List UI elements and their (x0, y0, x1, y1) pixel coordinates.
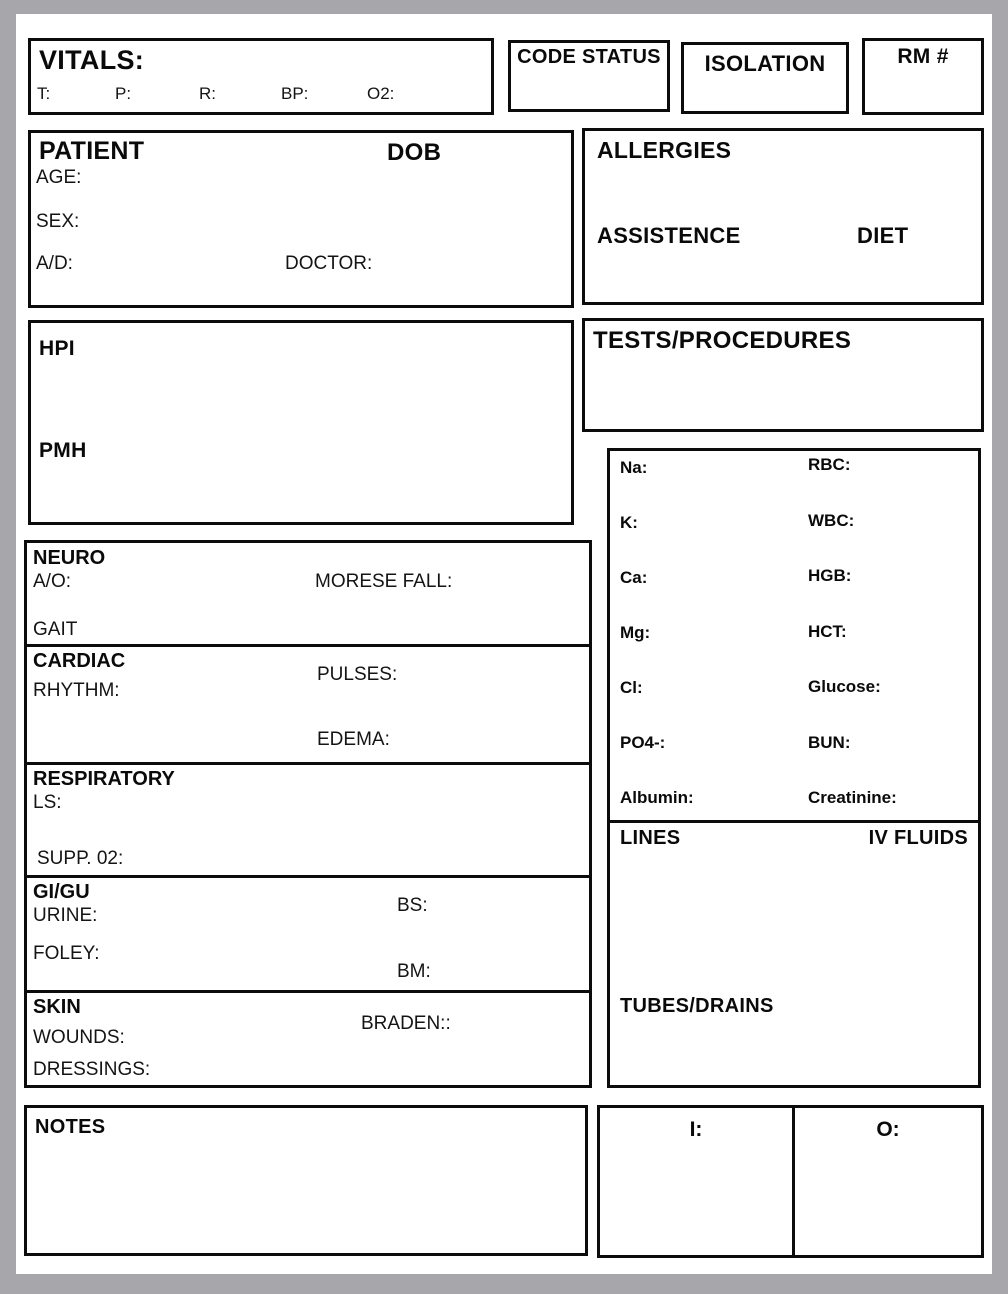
lab-label-na: Na: (620, 458, 648, 477)
urine-label: URINE: (33, 905, 98, 926)
assistance-label: ASSISTENCE (597, 223, 741, 248)
patient-title: PATIENT (39, 137, 145, 165)
lab-label-creatinine: Creatinine: (808, 788, 897, 807)
dressings-label: DRESSINGS: (33, 1059, 151, 1080)
cardiac-title: CARDIAC (33, 650, 126, 672)
iv-fluids-label: IV FLUIDS (868, 827, 968, 849)
neuro-section (27, 543, 589, 647)
output-cell (795, 1108, 981, 1255)
gait-label: GAIT (33, 619, 78, 640)
labs-left-column (620, 458, 694, 808)
doctor-label: DOCTOR: (285, 253, 373, 274)
allergies-title: ALLERGIES (597, 137, 732, 163)
diet-label: DIET (857, 223, 909, 248)
gigu-section (27, 878, 589, 993)
foley-label: FOLEY: (33, 943, 100, 964)
respiratory-section (27, 765, 589, 878)
vitals-fields-row (31, 84, 491, 106)
intake-cell (600, 1108, 792, 1255)
sex-label: SEX: (36, 211, 80, 232)
patient-box (28, 130, 574, 308)
output-label: O: (876, 1118, 900, 1141)
lab-label-albumin: Albumin: (620, 788, 694, 807)
lung-sounds-label: LS: (33, 792, 62, 813)
wounds-label: WOUNDS: (33, 1027, 125, 1048)
allergies-box (582, 128, 984, 305)
labs-box (607, 448, 981, 823)
assessment-stack (24, 540, 592, 1088)
vitals-o2-label: O2: (367, 84, 395, 103)
bm-label: BM: (397, 961, 431, 982)
neuro-title: NEURO (33, 547, 106, 569)
code-status-box (508, 40, 670, 112)
history-box (28, 320, 574, 525)
tubes-drains-label: TUBES/DRAINS (620, 995, 774, 1017)
code-status-title: CODE STATUS (517, 46, 661, 68)
lab-label-hct: HCT: (808, 621, 847, 641)
rhythm-label: RHYTHM: (33, 680, 120, 701)
edema-label: EDEMA: (317, 729, 390, 750)
respiratory-title: RESPIRATORY (33, 768, 175, 790)
tests-procedures-box (582, 318, 984, 432)
pmh-label: PMH (39, 439, 87, 462)
isolation-box (681, 42, 849, 114)
vitals-box (28, 38, 494, 115)
vitals-temp-label: T: (37, 84, 51, 103)
tests-procedures-title: TESTS/PROCEDURES (593, 327, 852, 354)
vitals-pulse-label: P: (115, 84, 132, 103)
lab-label-rbc: RBC: (808, 455, 851, 474)
lab-label-hgb: HGB: (808, 566, 852, 585)
lines-box (607, 820, 981, 1088)
intake-output-box (597, 1105, 984, 1258)
vitals-bp-label: BP: (281, 84, 309, 103)
lab-label-glucose: Glucose: (808, 677, 881, 696)
intake-label: I: (689, 1118, 703, 1141)
gigu-title: GI/GU (33, 881, 90, 903)
notes-box (24, 1105, 588, 1256)
braden-label: BRADEN:: (361, 1013, 451, 1034)
lines-title: LINES (620, 827, 681, 849)
room-number-title: RM # (897, 45, 949, 68)
bs-label: BS: (397, 895, 428, 916)
lab-label-ca: Ca: (620, 568, 648, 587)
skin-title: SKIN (33, 996, 81, 1018)
supp-o2-label: SUPP. 02: (37, 848, 124, 869)
cardiac-section (27, 647, 589, 765)
morse-fall-label: MORESE FALL: (315, 571, 453, 592)
skin-section (27, 993, 589, 1085)
lab-label-k: K: (620, 513, 638, 532)
ad-label: A/D: (36, 253, 73, 274)
lab-label-wbc: WBC: (808, 510, 855, 530)
ao-label: A/O: (33, 571, 72, 592)
age-label: AGE: (36, 167, 82, 188)
lab-label-po4: PO4-: (620, 733, 666, 752)
notes-title: NOTES (35, 1116, 106, 1138)
isolation-title: ISOLATION (704, 51, 826, 76)
dob-label: DOB (387, 139, 442, 166)
vitals-resp-label: R: (199, 84, 216, 103)
lab-label-bun: BUN: (808, 732, 851, 752)
lab-label-mg: Mg: (620, 623, 651, 642)
room-number-box (862, 38, 984, 115)
hpi-label: HPI (39, 337, 75, 360)
pulses-label: PULSES: (317, 664, 398, 685)
labs-right-column (808, 455, 897, 808)
vitals-title: VITALS: (39, 45, 145, 75)
lab-label-cl: Cl: (620, 678, 643, 697)
